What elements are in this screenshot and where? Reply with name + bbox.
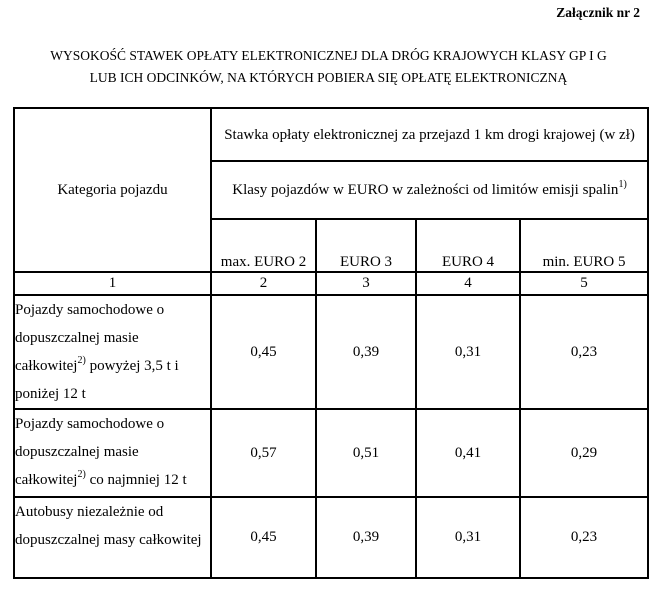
footnote-marker-2: 2) xyxy=(77,355,86,366)
vehicle-category-cell xyxy=(14,295,211,409)
attachment-number-label: Załącznik nr 2 xyxy=(556,5,640,20)
header-row-rate xyxy=(14,108,648,161)
rate-value-cell: 0,23 xyxy=(520,295,648,409)
document-title xyxy=(10,45,647,89)
vehicle-category-text: Pojazdy samochodowe o dopuszczalnej masie całkowitej xyxy=(15,302,165,374)
rate-value-cell: 0,45 xyxy=(211,497,316,578)
euro-class-header-euro-4: EURO 4 xyxy=(416,219,520,272)
footnote-marker-2: 2) xyxy=(77,469,86,480)
vehicle-category-text: Pojazdy samochodowe o dopuszczalnej masie całkowitej xyxy=(15,416,165,488)
column-number-4: 4 xyxy=(416,272,520,295)
rate-value-cell: 0,39 xyxy=(316,497,416,578)
rate-value-cell: 0,29 xyxy=(520,409,648,497)
column-number-row xyxy=(14,272,648,295)
vehicle-category-cell xyxy=(14,497,211,578)
euro-class-header-euro-3: EURO 3 xyxy=(316,219,416,272)
vehicle-category-text-cont: powyżej 3,5 t i poniżej 12 t xyxy=(15,358,179,402)
rate-value-cell: 0,41 xyxy=(416,409,520,497)
table-row xyxy=(14,295,648,409)
table-row xyxy=(14,497,648,578)
rate-value-cell: 0,57 xyxy=(211,409,316,497)
table-row xyxy=(14,409,648,497)
rate-value-cell: 0,45 xyxy=(211,295,316,409)
column-number-3: 3 xyxy=(316,272,416,295)
rate-value-cell: 0,39 xyxy=(316,295,416,409)
document-title-line-1: WYSOKOŚĆ STAWEK OPŁATY ELEKTRONICZNEJ DLA DRÓG KRAJOWYCH KLASY GP I G xyxy=(50,48,607,63)
euro-class-header-min-euro-5: min. EURO 5 xyxy=(520,219,648,272)
column-number-2: 2 xyxy=(211,272,316,295)
document-title-line-2: LUB ICH ODCINKÓW, NA KTÓRYCH POBIERA SIĘ OPŁATĘ ELEKTRONICZNĄ xyxy=(89,70,568,85)
euro-classes-group-header-text: Klasy pojazdów w EURO w zależności od limitów emisji spalin xyxy=(232,181,619,198)
rate-value-cell: 0,51 xyxy=(316,409,416,497)
rate-per-km-header: Stawka opłaty elektronicznej za przejazd 1 km drogi krajowej (w zł) xyxy=(211,108,648,161)
column-number-1: 1 xyxy=(14,272,211,295)
vehicle-category-cell xyxy=(14,409,211,497)
rate-value-cell: 0,31 xyxy=(416,295,520,409)
toll-rates-table xyxy=(13,107,649,579)
vehicle-category-text: Autobusy niezależnie od dopuszczalnej masy całkowitej xyxy=(15,504,202,548)
rate-value-cell: 0,31 xyxy=(416,497,520,578)
vehicle-category-text-cont: co najmniej 12 t xyxy=(85,472,187,488)
rate-value-cell: 0,23 xyxy=(520,497,648,578)
euro-classes-group-header xyxy=(211,161,648,219)
euro-class-header-max-euro-2: max. EURO 2 xyxy=(211,219,316,272)
category-column-header: Kategoria pojazdu xyxy=(14,108,211,272)
column-number-5: 5 xyxy=(520,272,648,295)
footnote-marker-1: 1) xyxy=(618,178,627,190)
